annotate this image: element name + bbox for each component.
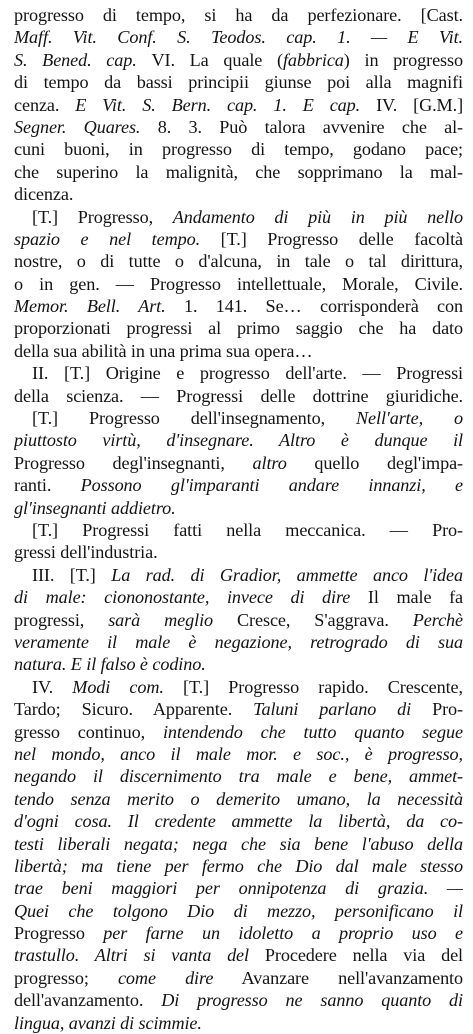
- text-line: [14, 877, 463, 899]
- italic-text: negando il discernimento tra male e bene, ammet-: [14, 766, 463, 787]
- roman-text: progressi,: [14, 609, 109, 630]
- roman-text: Pro-: [411, 699, 463, 720]
- italic-text: piuttosto virtù, d'insegnare. Altro è dunque il: [14, 430, 463, 451]
- roman-text: [T.] Progressi fatti nella meccanica. — Pro-: [32, 520, 463, 541]
- roman-text: ) in progresso: [343, 49, 463, 70]
- text-line: [14, 1012, 463, 1034]
- text-line: [14, 228, 463, 250]
- roman-text: progresso di tempo, si ha da perfezionare. [Cast.: [14, 5, 463, 25]
- text-line: [14, 429, 463, 451]
- text-line: [14, 317, 463, 339]
- roman-text: [T.] Progresso,: [32, 206, 173, 227]
- roman-text: IV.: [32, 676, 73, 697]
- text-line: [14, 250, 463, 272]
- roman-text: o in gen. — Progresso intellettuale, Morale, Civile.: [14, 273, 463, 294]
- roman-text: VI. La quale (: [151, 49, 283, 70]
- italic-text: Di progresso ne sanno quanto di: [161, 990, 463, 1011]
- text-line: [14, 385, 463, 407]
- text-line: [14, 586, 463, 608]
- roman-text: [T.] Progresso dell'insegnamento,: [32, 408, 357, 429]
- text-line: [14, 989, 463, 1011]
- roman-text: [T.] Progresso delle facoltà: [200, 228, 463, 249]
- roman-text: dicenza.: [14, 184, 74, 205]
- roman-text: della sua abilità in una prima sua opera…: [14, 340, 313, 361]
- text-line: [14, 183, 463, 205]
- text-line: [14, 497, 463, 519]
- roman-text: 1. 141. Se… corrisponderà con: [165, 296, 463, 317]
- text-line: [14, 609, 463, 631]
- text-line: [14, 967, 463, 989]
- text-line: [14, 161, 463, 183]
- text-line: [14, 788, 463, 810]
- text-line: [14, 407, 463, 429]
- italic-text: Memor. Bell. Art.: [14, 296, 166, 317]
- text-line: [14, 855, 463, 877]
- text-line: [14, 295, 463, 317]
- italic-text: libertà; ma tiene per fermo che Dio dal male stesso: [14, 855, 463, 876]
- italic-text: Modi com.: [72, 676, 164, 697]
- roman-text: Tardo; Sicuro. Apparente.: [14, 699, 254, 720]
- text-line: [14, 452, 463, 474]
- roman-text: nostre, o di tutte o d'alcuna, in tale o tal dirittura,: [14, 251, 463, 272]
- italic-text: come dire: [117, 967, 214, 988]
- italic-text: gl'insegnanti addietro.: [14, 497, 176, 518]
- roman-text: Avanzare nell'avanzamento: [213, 967, 463, 988]
- text-line: [14, 4, 463, 26]
- text-line: [14, 564, 463, 586]
- italic-text: Andamento di più in più nello: [172, 206, 463, 227]
- italic-text: trastullo. Altri si vanta del: [14, 945, 249, 966]
- roman-text: quello degl'impa-: [286, 452, 463, 473]
- text-line: [14, 273, 463, 295]
- roman-text: cenza.: [14, 94, 76, 115]
- roman-text: gresso continuo,: [14, 721, 163, 742]
- text-line: [14, 362, 463, 384]
- roman-text: di tempo da bassi principii giunse poi alla magnifi: [14, 72, 463, 93]
- text-line: [14, 631, 463, 653]
- italic-text: Taluni parlano di: [253, 699, 412, 720]
- text-line: [14, 49, 463, 71]
- text-line: [14, 833, 463, 855]
- italic-text: d'ogni cosa. Il credente ammette la libertà, da co-: [14, 811, 463, 832]
- roman-text: III. [T.]: [32, 564, 112, 585]
- roman-text: Progresso: [14, 923, 104, 944]
- roman-text: II. [T.] Origine e progresso dell'arte. — Progressi: [32, 363, 463, 384]
- italic-text: di male: ciononostante, invece di dire: [14, 587, 351, 608]
- text-line: [14, 676, 463, 698]
- italic-text: lingua, avanzi di scimmie.: [14, 1012, 202, 1033]
- roman-text: della scienza. — Progressi delle dottrine giuridiche.: [14, 385, 463, 406]
- italic-text: intendendo che tutto quanto segue: [162, 721, 463, 742]
- italic-text: Segner. Quares.: [14, 116, 158, 137]
- text-line: [14, 116, 463, 138]
- roman-text: Progresso degl'insegnanti,: [14, 452, 253, 473]
- text-line: [14, 26, 463, 48]
- roman-text: Il male fa: [350, 587, 463, 608]
- text-line: [14, 765, 463, 787]
- italic-text: Nell'arte, o: [356, 408, 463, 429]
- text-line: [14, 474, 463, 496]
- italic-text: E Vit. S. Bern. cap. 1. E cap.: [75, 94, 377, 115]
- italic-text: natura. E il falso è codino.: [14, 654, 206, 675]
- text-line: [14, 71, 463, 93]
- text-line: [14, 721, 463, 743]
- italic-text: per farne un idoletto a proprio uso e: [103, 923, 463, 944]
- italic-text: Possono gl'imparanti andare innanzi, e: [80, 475, 463, 496]
- italic-text: tendo senza merito o demerito umano, la necessità: [14, 788, 463, 809]
- roman-text: progresso;: [14, 967, 118, 988]
- roman-text: Procedere nella via del: [249, 945, 463, 966]
- text-line: [14, 94, 463, 116]
- roman-text: [T.] Progresso rapido. Crescente,: [163, 676, 463, 697]
- text-line: [14, 206, 463, 228]
- roman-text: proporzionati progressi al primo saggio che ha dato: [14, 318, 463, 339]
- italic-text: Perchè: [412, 609, 463, 630]
- italic-text: nel mondo, anco il male mor. e soc., è progresso,: [14, 743, 463, 764]
- italic-text: veramente il male è negazione, retrogrado di sua: [14, 632, 463, 652]
- roman-text: gressi dell'industria.: [14, 542, 158, 563]
- italic-text: fabbrica: [282, 49, 344, 70]
- text-line: [14, 900, 463, 922]
- roman-text: cuni buoni, in progresso di tempo, godano pace;: [14, 139, 463, 160]
- text-line: [14, 743, 463, 765]
- text-line: [14, 698, 463, 720]
- roman-text: IV. [G.M.]: [376, 94, 463, 115]
- text-line: [14, 519, 463, 541]
- italic-text: La rad. di Gradior, ammette anco l'idea: [111, 564, 463, 585]
- text-line: [14, 340, 463, 362]
- italic-text: altro: [252, 452, 287, 473]
- italic-text: sarà meglio: [108, 609, 214, 630]
- text-line: [14, 653, 463, 675]
- italic-text: Maff. Vit. Conf. S. Teodos. cap. 1. — E Vit.: [14, 27, 463, 48]
- text-line: [14, 541, 463, 563]
- text-line: [14, 922, 463, 944]
- roman-text: dell'avanzamento.: [14, 990, 162, 1011]
- text-line: [14, 138, 463, 160]
- italic-text: S. Bened. cap.: [14, 49, 152, 70]
- text-line: [14, 944, 463, 966]
- roman-text: 8. 3. Può talora avvenire che al-: [157, 116, 463, 137]
- italic-text: Quei che tolgono Dio di mezzo, personificano il: [14, 900, 463, 921]
- italic-text: spazio e nel tempo.: [14, 228, 201, 249]
- roman-text: che superino la malignità, che sopprimano la mal-: [14, 161, 463, 182]
- italic-text: trae beni maggiori per onnipotenza di grazia. —: [14, 878, 463, 899]
- text-line: [14, 810, 463, 832]
- roman-text: Cresce, S'aggrava.: [213, 609, 413, 630]
- roman-text: ranti.: [14, 475, 81, 496]
- italic-text: testi liberali negata; nega che sia bene l'abuso della: [14, 833, 463, 854]
